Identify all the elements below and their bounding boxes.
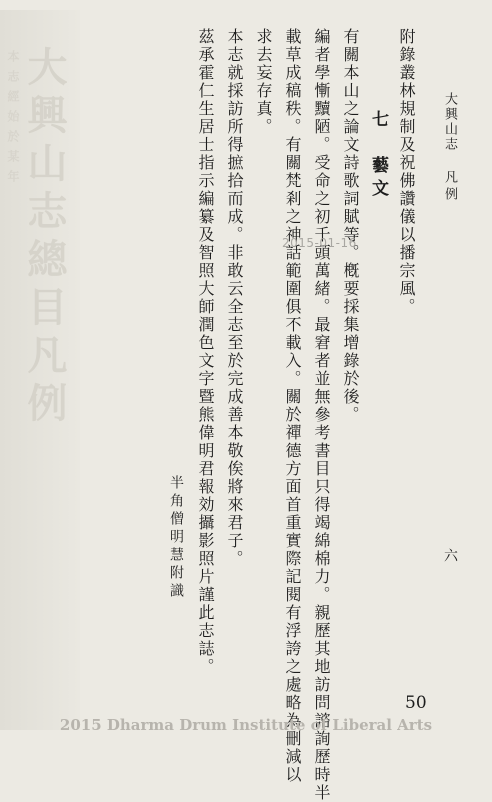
running-header-title: 大興山志	[442, 92, 457, 152]
text-column-1: 附錄叢林規制及祝佛讚儀以播宗風。	[397, 28, 416, 316]
text-column-6: 求去妄存真。	[254, 28, 273, 136]
bleed-through-title: 大興山志總目凡例	[21, 46, 68, 430]
page-number: 50	[405, 693, 427, 713]
text-column-4: 編者學慚黷陋。受命之初千頭萬緒。最窘者並無參考書目只得竭綿棉力。親歷其地訪問諮詢歷時半	[312, 28, 331, 802]
running-header-section: 凡例	[442, 170, 457, 204]
text-column-3: 有關本山之論文詩歌詞賦等。槪要採集增錄於後。	[341, 28, 360, 424]
chinese-page-number: 六	[442, 548, 458, 562]
text-column-8: 茲承霍仁生居士指示編纂及智照大師潤色文字暨熊偉明君報効攝影照片謹此志誌。	[196, 28, 215, 676]
date-stamp: 2015-01-16	[282, 236, 357, 250]
text-column-5: 載草成稿秩。有關梵剎之神話範圍俱不載入。關於禪德方面首重實際記閱有浮誇之處略為刪減以	[283, 28, 302, 784]
text-column-7: 本志就採訪所得摭拾而成。非敢云全志至於完成善本敬俟將來君子。	[225, 28, 244, 568]
author-signature: 半角僧明慧附識	[168, 475, 184, 601]
facing-page-bleed	[0, 10, 80, 730]
section-heading: 七 藝文	[368, 110, 388, 202]
bleed-through-text: 本志經始於某年	[6, 50, 20, 190]
institute-watermark: 2015 Dharma Drum Institute of Liberal Arts	[59, 716, 433, 734]
